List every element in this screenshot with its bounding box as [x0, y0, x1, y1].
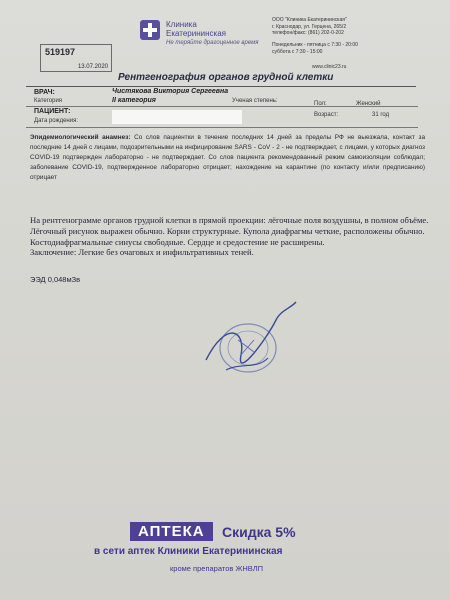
patient-age: 31 год — [372, 112, 390, 118]
clinic-cross-logo-icon — [140, 20, 160, 40]
record-date: 13.07.2020 — [77, 64, 108, 70]
row-divider — [26, 127, 418, 128]
clinic-name: Клиника Екатерининская — [166, 20, 226, 38]
epidemiology-text: Со слов пациентки в течение последних 14 дней за пределы РФ не выезжала, контакт за последние 14 дней с лицами, подозрительными на инфицирование SARS - CoV - 2 - не подтверждает, с лицами, у которых диагноз COVID-19 подтвержден лабораторно - не подтверждает. Со слов пациента рекомендованный режим самоизоляции соблюдал; заболевание COVID-19, подтвержденное лабораторно отрицает; нахождение на карантине (по контакту и/или предписанию) отрицает — [30, 134, 425, 181]
advert-discount: Скидка 5% — [222, 524, 296, 540]
pharmacy-advert — [0, 520, 450, 600]
doctor-label: ВРАЧ: — [34, 89, 55, 96]
contact-line: ООО "Клиника Екатерининская" — [272, 17, 347, 23]
advert-network: в сети аптек Клиники Екатерининская — [94, 546, 283, 557]
advert-footnote: кроме препаратов ЖНВЛП — [170, 564, 264, 573]
doctor-signature-stamp-icon — [196, 300, 306, 390]
clinic-website: www.clinic23.ru — [312, 64, 347, 70]
epidemiology-paragraph — [30, 133, 425, 183]
category-label: Категория — [34, 98, 63, 104]
redacted-patient-info — [112, 110, 242, 124]
conclusion-text: Заключение: Легкие без очаговых и инфильтративных теней. — [30, 247, 254, 258]
clinic-schedule — [272, 42, 392, 55]
findings-text: На рентгенограмме органов грудной клетки в прямой проекции: лёгочные поля воздушны, в полном объёме. Лёгочный рисунок выражен обычно. Корни структурные. Купола диафрагмы четкие, расположены обычно. Костодиафрагмальные синусы свободные. Сердце и средостение не расширены. — [30, 215, 429, 247]
sex-label: Пол: — [314, 101, 327, 107]
effective-dose: ЭЭД 0,048мЗв — [30, 275, 81, 284]
title-divider — [26, 86, 416, 87]
doctor-category: II категория — [112, 97, 156, 104]
degree-label: Ученая степень: — [232, 98, 278, 104]
document-title: Рентгенография органов грудной клетки — [118, 72, 334, 83]
schedule-line: суббота с 7:30 - 15:00 — [272, 48, 323, 55]
clinic-slogan: Не теряйте драгоценное время — [166, 40, 259, 46]
record-number: 519197 — [45, 47, 76, 57]
findings-block — [30, 215, 430, 258]
contact-line: телефон/факс: (861) 202-0-202 — [272, 30, 344, 36]
patient-sex: Женский — [356, 101, 381, 107]
patient-label: ПАЦИЕНТ: — [34, 108, 71, 115]
doctor-name: Чистякова Виктория Сергеевна — [112, 88, 229, 95]
advert-apteka: АПТЕКА — [130, 522, 213, 541]
schedule-line: Понедельник - пятница с 7:30 - 20:00 — [272, 42, 358, 48]
contact-line: г. Краснодар, ул. Герцена, 265/2 — [272, 23, 347, 30]
record-id-box — [40, 44, 112, 72]
clinic-contacts — [272, 17, 392, 37]
epidemiology-label: Эпидемиологический анамнез: — [30, 134, 131, 141]
age-label: Возраст: — [314, 112, 339, 118]
dob-label: Дата рождения: — [34, 118, 78, 124]
